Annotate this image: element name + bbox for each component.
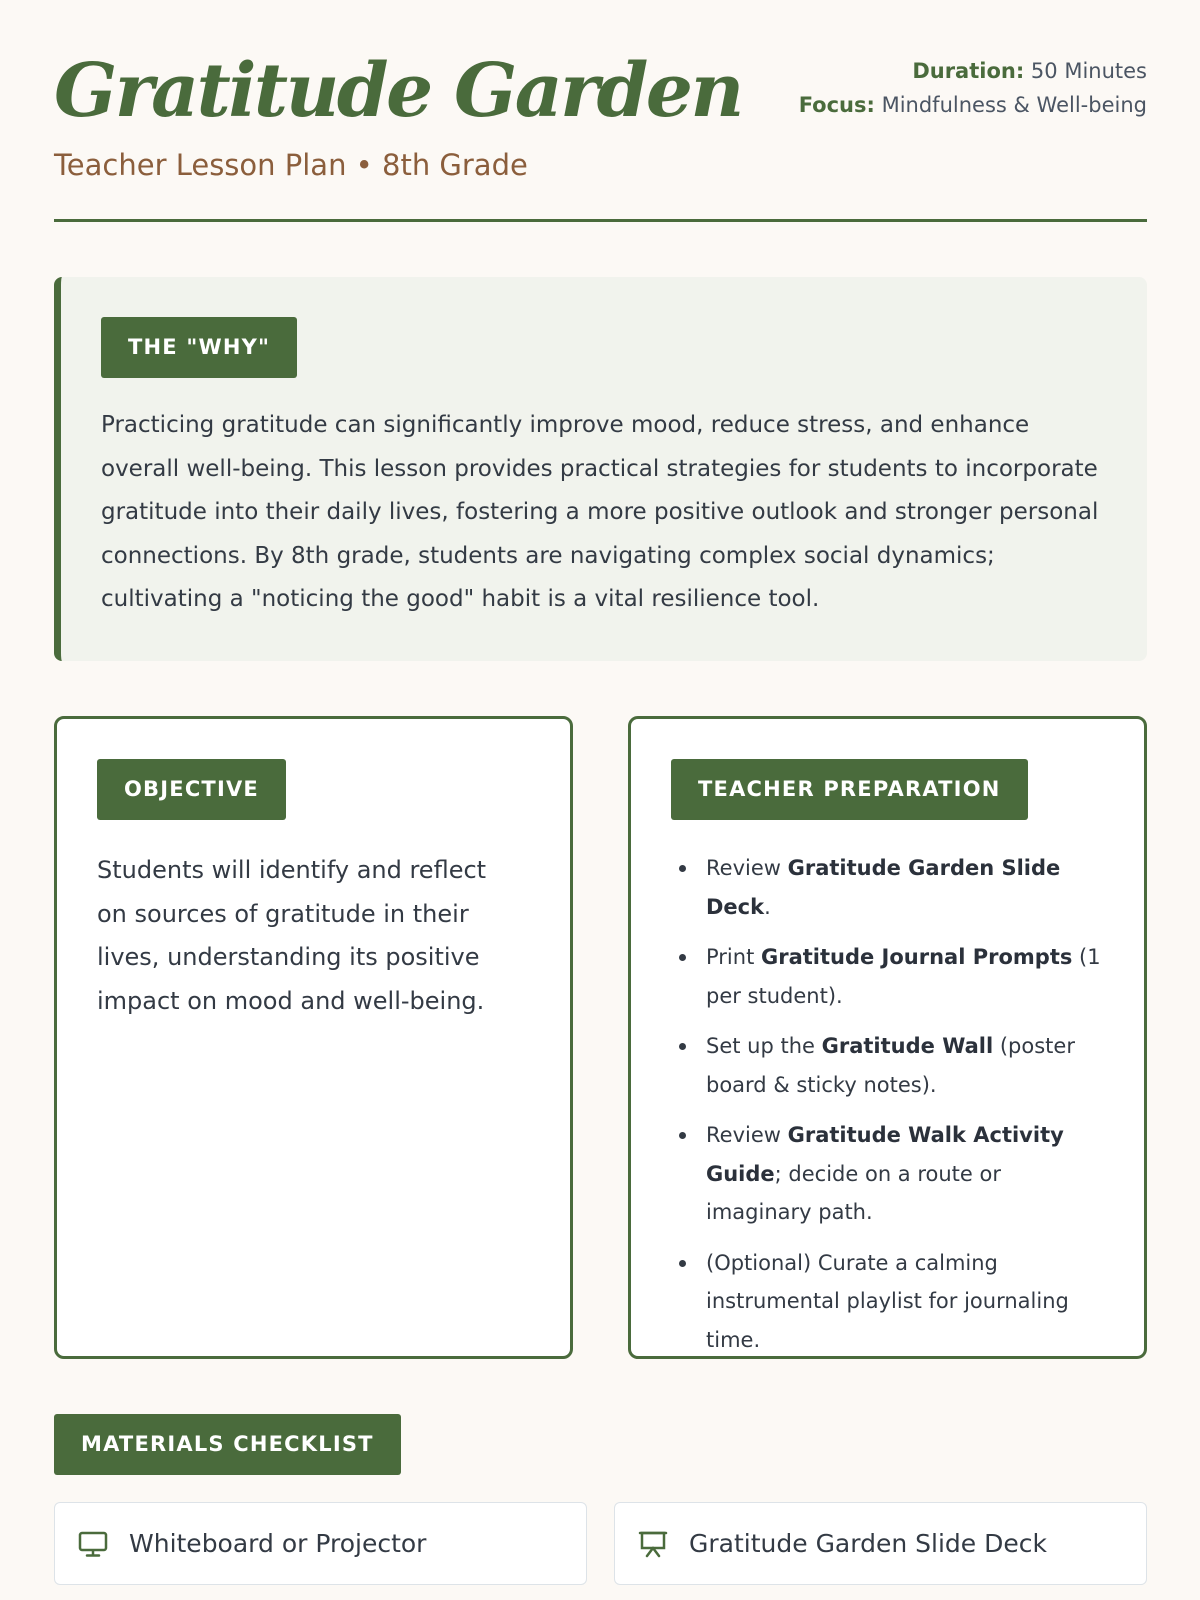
duration-line [799,54,1147,88]
why-tag: THE "WHY" [101,317,297,378]
list-item-bold: Gratitude Wall [821,1034,994,1058]
duration-value: 50 Minutes [1030,59,1147,83]
list-item [671,1027,1111,1104]
lesson-plan-page [54,0,1147,1600]
lesson-meta [799,54,1147,122]
focus-value: Mindfulness & Well-being [881,93,1147,117]
list-item-text: Print [706,945,761,969]
focus-label: Focus: [798,93,875,117]
list-item-text: (poster board & sticky notes). [706,1034,1075,1097]
material-item-whiteboard [54,1502,587,1585]
presentation-icon [637,1528,669,1560]
list-item-text: Review [706,1123,788,1147]
list-item [671,1116,1111,1232]
objective-tag: OBJECTIVE [97,759,286,820]
list-item-bold: Gratitude Journal Prompts [760,945,1073,969]
material-item-label: Gratitude Garden Slide Deck [689,1529,1047,1558]
list-item-bold: Gratitude Garden Slide Deck [706,856,1061,919]
list-item-bold: Gratitude Walk Activity Guide [706,1123,1064,1186]
page-title: Gratitude Garden [54,48,742,134]
list-item [671,938,1111,1015]
why-section [54,277,1147,661]
list-item [671,849,1111,926]
preparation-tag: TEACHER PREPARATION [671,759,1028,820]
list-item [671,1244,1111,1360]
list-item-text: Set up the [706,1034,822,1058]
material-item-label: Whiteboard or Projector [129,1529,427,1558]
list-item-text: ; decide on a route or imaginary path. [706,1161,1001,1224]
list-item-text: Review [706,856,788,880]
focus-line [799,88,1147,122]
list-item-text: . [764,894,771,919]
page-subtitle: Teacher Lesson Plan • 8th Grade [54,148,528,182]
header-divider [54,219,1147,222]
monitor-icon [77,1528,109,1560]
list-item-text: (1 per student). [706,945,1101,1008]
list-item-text: (Optional) Curate a calming instrumental playlist for journaling time. [706,1250,1069,1352]
objective-text: Students will identify and reflect on sources of gratitude in their lives, understanding its positive impact on mood and well-being. [97,856,487,1015]
teacher-preparation-card [628,716,1147,1359]
duration-label: Duration: [912,59,1025,83]
objective-card [54,716,573,1359]
materials-tag: MATERIALS CHECKLIST [54,1414,401,1475]
preparation-list [671,849,1111,1371]
material-item-slide-deck [614,1502,1147,1585]
why-text: Practicing gratitude can significantly improve mood, reduce stress, and enhance overall well-being. This lesson provides practical strategies for students to incorporate gratitude into their daily lives, fostering a more positive outlook and stronger personal connections. By 8th grade, students are navigating complex social dynamics; cultivating a "noticing the good" habit is a vital resilience tool. [101,412,1099,612]
